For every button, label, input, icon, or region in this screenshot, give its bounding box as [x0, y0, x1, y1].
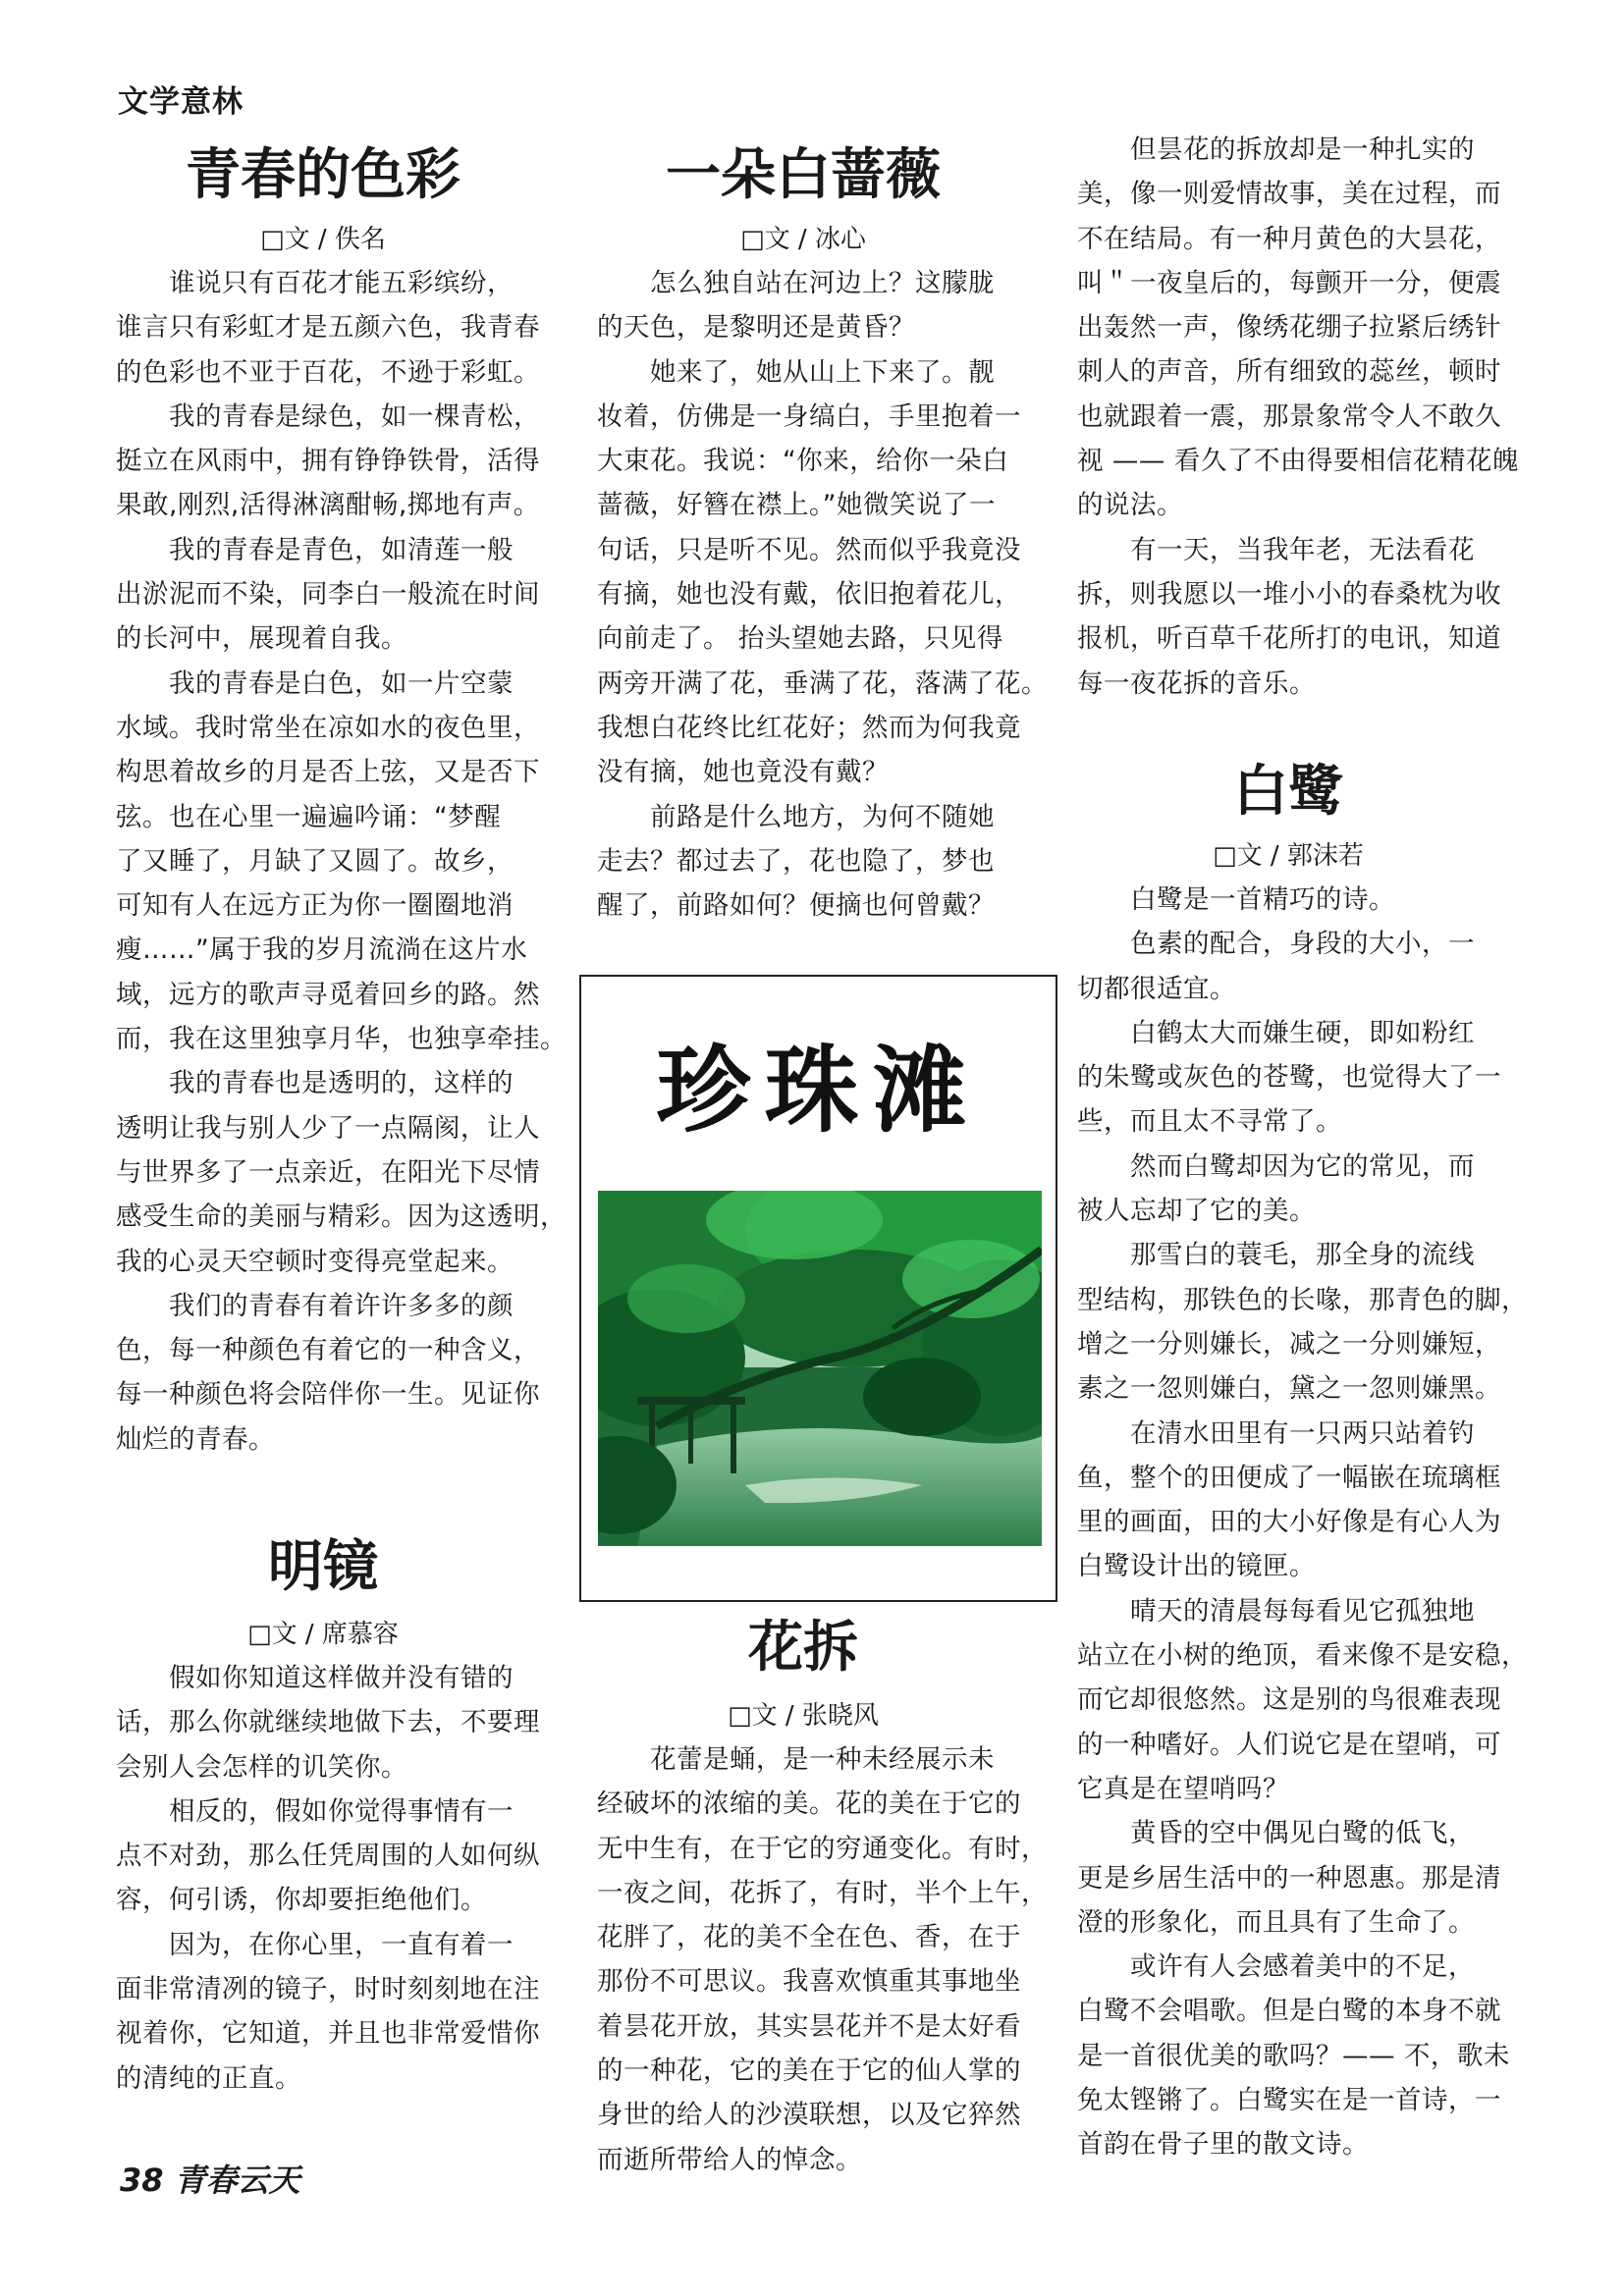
text-line: 一夜之间，花拆了，有时，半个上午， [597, 1877, 1048, 1908]
text-line: 不在结局。有一种月黄色的大昙花， [1077, 223, 1501, 254]
text-line: 的色彩也不亚于百花，不逊于彩虹。 [116, 356, 540, 388]
text-line: 可知有人在远方正为你一圈圈地消 [116, 890, 514, 922]
text-line: 花胖了，花的美不全在色、香，在于 [597, 1922, 1021, 1953]
text-line: 白鹭不会唱歌。但是白鹭的本身不就 [1077, 1996, 1501, 2027]
text-line: 向前走了。 抬头望她去路，只见得 [597, 623, 1003, 655]
article-egret [1077, 752, 1529, 2167]
article-title: 青春的色彩 [186, 142, 460, 207]
text-line: 有一天，当我年老，无法看花 [1077, 534, 1475, 565]
text-line: 澄的形象化，而且具有了生命了。 [1077, 1906, 1475, 1938]
text-line: 点不对劲，那么任凭周围的人如何纵 [116, 1841, 540, 1872]
text-line: 或许有人会感着美中的不足， [1077, 1951, 1475, 1983]
text-line: 的一种花，它的美在于它的仙人掌的 [597, 2056, 1021, 2087]
section-label: 文学意林 [118, 84, 244, 120]
text-line: 的一种嗜好。人们说它是在望哨，可 [1077, 1729, 1501, 1760]
article-byline: □文 / 佚名 [260, 225, 386, 254]
text-line: 那雪白的蓑毛，那全身的流线 [1077, 1240, 1475, 1271]
article-byline: □文 / 席慕容 [247, 1620, 399, 1649]
text-line: 拆，则我愿以一堆小小的春桑枕为收 [1077, 578, 1501, 610]
text-line: 首韵在骨子里的散文诗。 [1077, 2129, 1369, 2161]
text-line: 我们的青春有着许许多多的颜 [116, 1290, 514, 1321]
text-line: 构思着故乡的月是否上弦，又是否下 [116, 757, 540, 788]
article-byline: □文 / 张晓风 [728, 1701, 879, 1731]
text-line: 容，何引诱，你却要拒绝他们。 [116, 1885, 487, 1916]
text-line: 色素的配合，身段的大小，一 [1077, 929, 1475, 960]
text-line: 但昙花的拆放却是一种扎实的 [1077, 134, 1475, 165]
text-line: 白鹭设计出的镜匣。 [1077, 1551, 1316, 1582]
text-line: 的说法。 [1077, 490, 1183, 521]
text-line: 蔷薇，好簪在襟上。”她微笑说了一 [597, 490, 996, 521]
text-line: 刺人的声音，所有细致的蕊丝，顿时 [1077, 356, 1501, 388]
text-line: 与世界多了一点亲近，在阳光下尽情 [116, 1156, 540, 1188]
text-line: 出轰然一声，像绣花绷子拉紧后绣针 [1077, 312, 1501, 344]
text-line: 走去？都过去了，花也隐了，梦也 [597, 845, 995, 877]
article-body [1077, 878, 1529, 2167]
text-line: 白鹤太大而嫌生硬，即如粉红 [1077, 1017, 1475, 1048]
text-line: 而它却很悠然。这是别的鸟很难表现 [1077, 1684, 1501, 1716]
text-line: 美，像一则爱情故事，美在过程，而 [1077, 179, 1501, 210]
article-title: 明镜 [268, 1534, 378, 1599]
text-line: 鱼，整个的田便成了一幅嵌在琉璃框 [1077, 1462, 1501, 1493]
text-line: 妆着，仿佛是一身缟白，手里抱着一 [597, 400, 1021, 432]
text-line: 报机，听百草千花所打的电讯，知道 [1077, 623, 1501, 655]
text-line: 了又睡了，月缺了又圆了。故乡， [116, 845, 514, 877]
article-body [116, 1656, 560, 2101]
text-line: 也就跟着一震，那景象常令人不敢久 [1077, 400, 1501, 432]
text-line: 着昙花开放，其实昙花并不是太好看 [597, 2010, 1021, 2042]
article-body [597, 261, 1049, 928]
text-line: 里的画面，田的大小好像是有心人为 [1077, 1507, 1501, 1538]
text-line: 白鹭是一首精巧的诗。 [1077, 884, 1395, 915]
text-line: 怎么独自站在河边上？这朦胧 [597, 268, 995, 298]
text-line: 而，我在这里独享月华，也独享牵挂。 [116, 1024, 567, 1055]
text-line: 的天色，是黎明还是黄昏？ [597, 312, 915, 344]
text-line: 谁言只有彩虹才是五颜六色，我青春 [116, 312, 540, 344]
article-byline: □文 / 郭沫若 [1213, 841, 1364, 871]
text-line: 果敢,刚烈,活得淋漓酣畅,掷地有声。 [116, 490, 540, 521]
text-line: 视 —— 看久了不由得要相信花精花魄 [1077, 446, 1519, 477]
feature-title: 珍珠滩 [656, 1035, 981, 1146]
text-line: 我的心灵天空顿时变得亮堂起来。 [116, 1246, 514, 1277]
text-line: 是一首很优美的歌吗？—— 不，歌未 [1077, 2040, 1510, 2071]
text-line: 会别人会怎样的讥笑你。 [116, 1751, 407, 1783]
text-line: 假如你知道这样做并没有错的 [116, 1663, 514, 1693]
text-line: 每一种颜色将会陪伴你一生。见证你 [116, 1379, 540, 1411]
article-youth-colors [116, 135, 567, 1462]
text-line: 站立在小树的绝顶，看来像不是安稳， [1077, 1640, 1528, 1672]
article-flower-bloom-continued [1077, 128, 1529, 706]
page-footer [120, 2156, 300, 2201]
text-line: 前路是什么地方，为何不随她 [597, 801, 995, 832]
article-flower-bloom [597, 1608, 1049, 2182]
text-line: 的长河中，展现着自我。 [116, 623, 407, 655]
text-line: 我想白花终比红花好；然而为何我竟 [597, 712, 1021, 743]
text-line: 黄昏的空中偶见白鹭的低飞， [1077, 1818, 1475, 1849]
text-line: 大束花。我说：“你来，给你一朵白 [597, 446, 1009, 477]
text-line: 两旁开满了花，垂满了花，落满了花。 [597, 667, 1048, 699]
text-line: 花蕾是蛹，是一种未经展示未 [597, 1744, 995, 1775]
text-line: 谁说只有百花才能五彩缤纷， [116, 268, 514, 298]
magazine-name: 青春云天 [174, 2162, 300, 2199]
text-line: 它真是在望哨吗？ [1077, 1773, 1289, 1804]
article-title: 花拆 [748, 1615, 858, 1680]
text-line: 我的青春是青色，如清莲一般 [116, 534, 514, 565]
text-line: 每一夜花拆的音乐。 [1077, 667, 1316, 699]
text-line: 视着你，它知道，并且也非常爱惜你 [116, 2018, 540, 2050]
text-line: 感受生命的美丽与精彩。因为这透明， [116, 1201, 567, 1233]
text-line: 灿烂的青春。 [116, 1423, 275, 1455]
text-line: 而逝所带给人的悼念。 [597, 2144, 862, 2175]
text-line: 切都很适宜。 [1077, 973, 1236, 1004]
text-line: 免太铿锵了。白鹭实在是一首诗，一 [1077, 2085, 1501, 2116]
feature-box [579, 975, 1057, 1602]
text-line: 出淤泥而不染，同李白一般流在时间 [116, 579, 540, 611]
text-line: 在清水田里有一只两只站着钓 [1077, 1417, 1475, 1449]
text-line: 透明让我与别人少了一点隔阂，让人 [116, 1112, 540, 1144]
text-line: 我的青春是白色，如一片空蒙 [116, 667, 514, 699]
text-line: 水域。我时常坐在凉如水的夜色里， [116, 712, 540, 743]
article-mirror [116, 1527, 560, 2101]
text-line: 型结构，那铁色的长喙，那青色的脚， [1077, 1284, 1528, 1315]
text-line: 有摘，她也没有戴，依旧抱着花儿， [597, 579, 1021, 611]
text-line: 无中生有，在于它的穷通变化。有时， [597, 1833, 1048, 1864]
text-line: 些，而且太不寻常了。 [1077, 1106, 1342, 1138]
text-line: 弦。也在心里一遍遍吟诵：“梦醒 [116, 801, 502, 832]
text-line: 我的青春是绿色，如一棵青松， [116, 400, 540, 432]
text-line: 域，远方的歌声寻觅着回乡的路。然 [116, 979, 540, 1010]
text-line: 更是乡居生活中的一种恩惠。那是清 [1077, 1862, 1501, 1894]
article-title: 一朵白蔷薇 [666, 142, 941, 207]
article-title: 白鹭 [1233, 759, 1343, 824]
text-line: 的朱鹭或灰色的苍鹭，也觉得大了一 [1077, 1062, 1501, 1094]
text-line: 句话，只是听不见。然而似乎我竟没 [597, 534, 1021, 565]
text-line: 晴天的清晨每每看见它孤独地 [1077, 1595, 1475, 1627]
text-line: 素之一忽则嫌白，黛之一忽则嫌黑。 [1077, 1373, 1501, 1405]
article-byline: □文 / 冰心 [740, 225, 866, 254]
article-body [597, 1737, 1049, 2182]
text-line: 被人忘却了它的美。 [1077, 1196, 1316, 1227]
text-line: 挺立在风雨中，拥有铮铮铁骨，活得 [116, 446, 540, 477]
text-line: 增之一分则嫌长，减之一分则嫌短， [1077, 1328, 1501, 1360]
text-line: 相反的，假如你觉得事情有一 [116, 1795, 514, 1827]
text-line: 瘦……”属于我的岁月流淌在这片水 [116, 934, 528, 966]
article-white-rose [597, 135, 1049, 928]
text-line: 色，每一种颜色有着它的一种含义， [116, 1335, 540, 1366]
text-line: 的清纯的正直。 [116, 2062, 301, 2094]
article-body [1077, 128, 1529, 706]
text-line: 身世的给人的沙漠联想，以及它猝然 [597, 2100, 1021, 2131]
text-line: 那份不可思议。我喜欢慎重其事地坐 [597, 1966, 1021, 1998]
text-line: 面非常清冽的镜子，时时刻刻地在注 [116, 1974, 540, 2005]
text-line: 叫＂一夜皇后的，每颤开一分，便震 [1077, 267, 1501, 298]
text-line: 没有摘，她也竟没有戴？ [597, 757, 889, 788]
text-line: 然而白鹭却因为它的常见，而 [1077, 1150, 1475, 1182]
text-line: 经破坏的浓缩的美。花的美在于它的 [597, 1789, 1021, 1820]
text-line: 醒了，前路如何？便摘也何曾戴？ [597, 890, 995, 922]
page-number: 38 [120, 2162, 164, 2199]
text-line: 话，那么你就继续地做下去，不要理 [116, 1707, 540, 1738]
text-line: 她来了，她从山上下来了。靓 [597, 356, 995, 388]
forest-pond-photo [598, 1191, 1042, 1546]
text-line: 因为，在你心里，一直有着一 [116, 1929, 514, 1960]
text-line: 我的青春也是透明的，这样的 [116, 1068, 514, 1099]
article-body [116, 261, 567, 1462]
